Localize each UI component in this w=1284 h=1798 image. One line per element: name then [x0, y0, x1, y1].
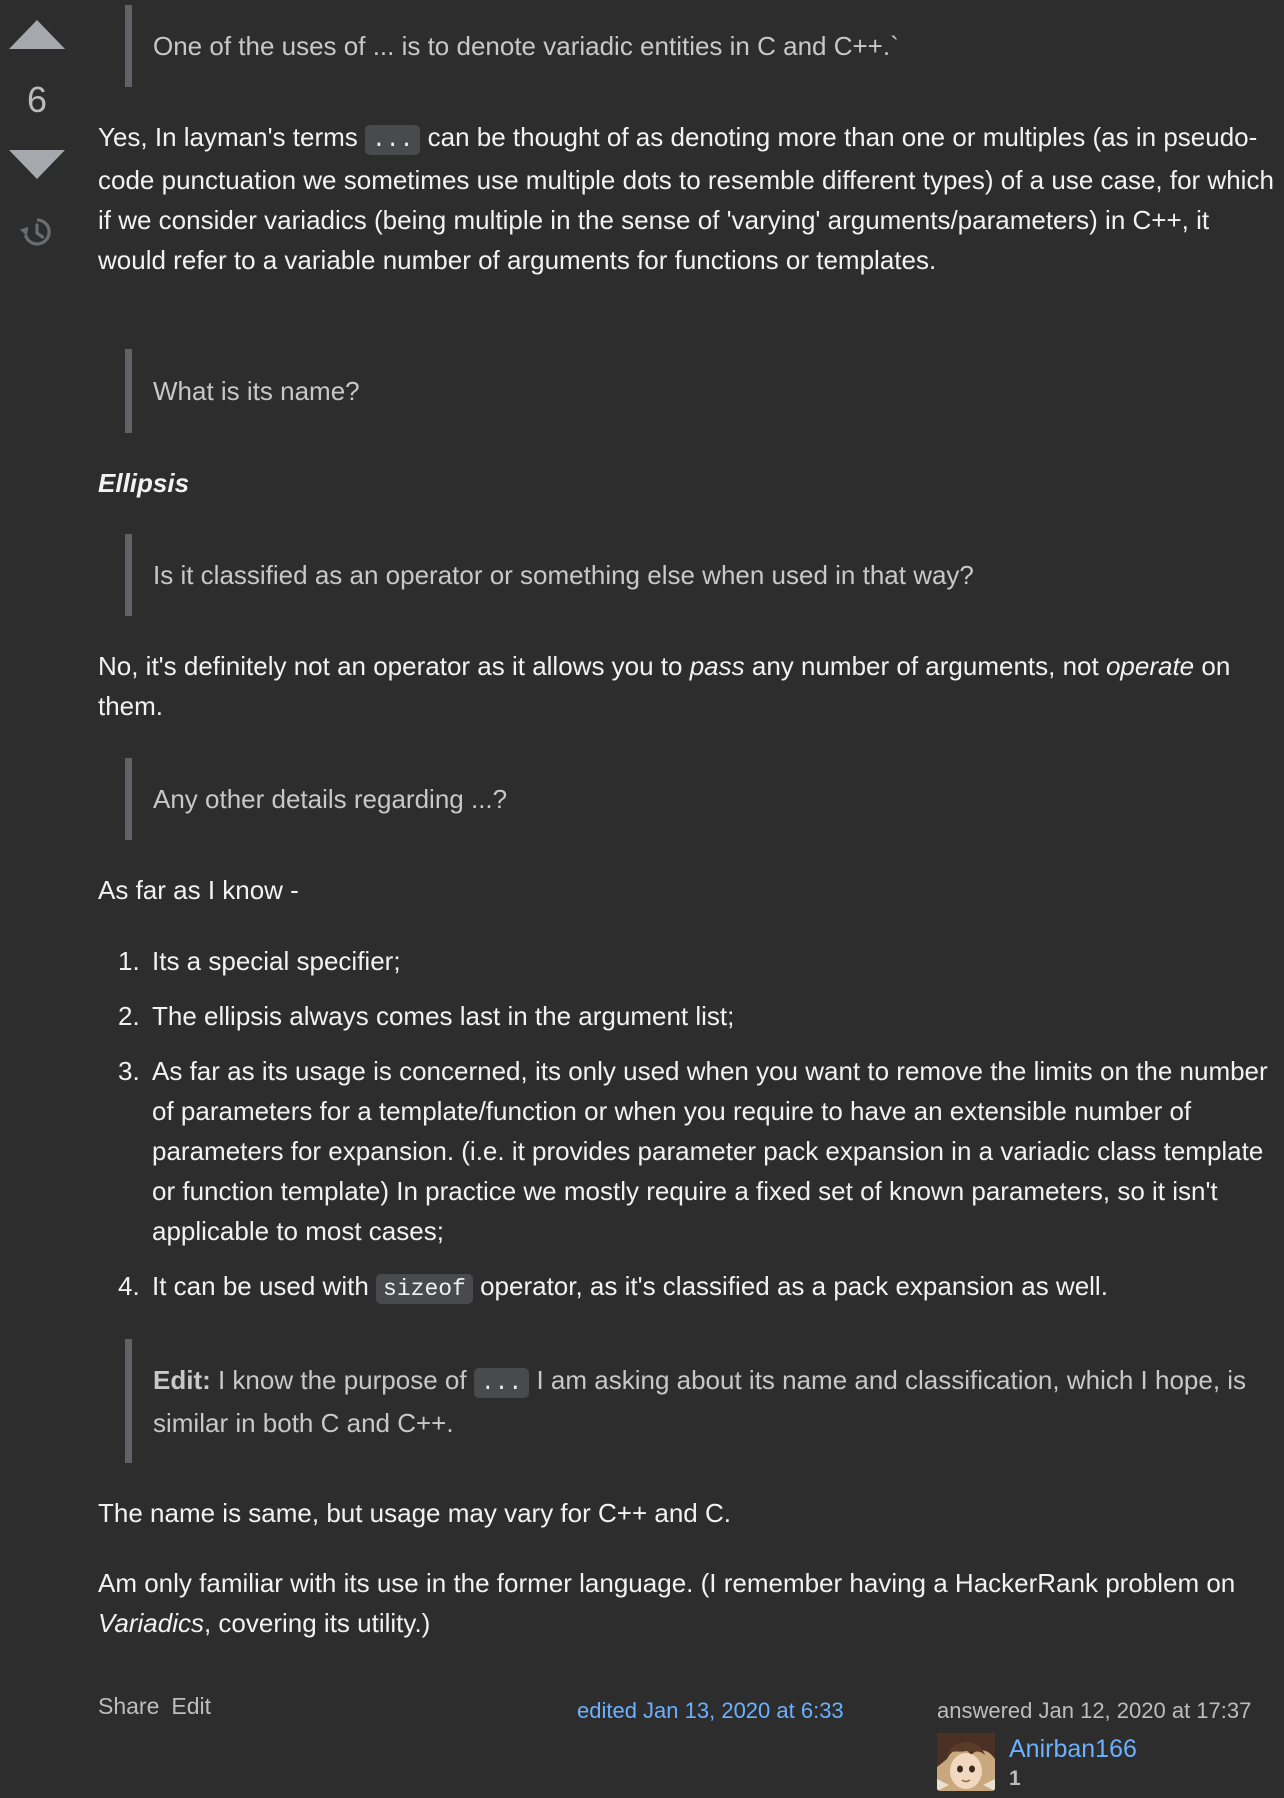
list-text: It can be used with	[152, 1271, 377, 1301]
edited-timestamp-link[interactable]: edited Jan 13, 2020 at 6:33	[577, 1698, 844, 1723]
downvote-arrow-icon[interactable]	[9, 150, 65, 179]
list-number: 3.	[118, 1056, 140, 1086]
paragraph	[98, 117, 1284, 280]
list-text: As far as its usage is concerned, its only used when you want to remove the limits on the number of parameters for a template/function or when you require to have an extensible number of parameters for expansion. (i.e. it provides parameter pack expansion in a variadic class template or function template) In practice we mostly require a fixed set of known parameters, so it isn't applicable to most cases;	[152, 1056, 1268, 1246]
upvote-arrow-icon[interactable]	[9, 20, 65, 49]
quote-text: One of the uses of ... is to denote variadic entities in C and C++.`	[153, 31, 899, 61]
history-icon[interactable]	[18, 214, 54, 250]
avatar-image-icon	[937, 1733, 995, 1791]
quote-text	[153, 1360, 1275, 1443]
vote-count: 6	[26, 79, 48, 120]
edit-label: Edit:	[153, 1365, 211, 1395]
inline-code: ...	[365, 125, 420, 155]
blockquote	[125, 5, 1275, 87]
paragraph	[98, 646, 1284, 726]
paragraph: As far as I know -	[98, 875, 299, 905]
list-item	[118, 941, 1284, 981]
text: on them.	[98, 651, 1231, 721]
blockquote	[125, 534, 1275, 616]
user-name-link[interactable]: Anirban166	[1009, 1735, 1137, 1763]
text: Am only familiar with its use in the former language. (I remember having a HackerRank problem on	[98, 1568, 1236, 1598]
user-reputation: 1	[1009, 1767, 1021, 1790]
user-avatar[interactable]	[937, 1733, 995, 1791]
quote-text: Any other details regarding ...?	[153, 784, 508, 814]
emphasis: Variadics	[98, 1608, 204, 1638]
text: Yes, In layman's terms	[98, 122, 365, 152]
list-item	[118, 1051, 1284, 1251]
list-text: The ellipsis always comes last in the argument list;	[152, 1001, 735, 1031]
list-text: operator, as it's classified as a pack expansion as well.	[472, 1271, 1108, 1301]
ellipsis-heading: Ellipsis	[98, 468, 190, 498]
edit-link[interactable]: Edit	[171, 1693, 212, 1719]
blockquote	[125, 758, 1275, 840]
inline-code: ...	[474, 1368, 529, 1398]
post-menu	[98, 1689, 223, 1723]
share-link[interactable]: Share	[98, 1693, 160, 1719]
paragraph	[98, 1563, 1284, 1643]
blockquote	[125, 349, 1275, 433]
list-number: 2.	[118, 1001, 140, 1031]
list-number: 1.	[118, 946, 140, 976]
list-item	[118, 1266, 1284, 1309]
inline-code: sizeof	[376, 1274, 473, 1304]
text: No, it's definitely not an operator as it allows you to	[98, 651, 690, 681]
list-number: 4.	[118, 1271, 140, 1301]
text: any number of arguments, not	[744, 651, 1106, 681]
list-item	[118, 996, 1284, 1036]
quote-text: Is it classified as an operator or something else when used in that way?	[153, 560, 974, 590]
emphasis: operate	[1105, 651, 1195, 681]
quote-text: What is its name?	[153, 376, 360, 406]
text: , covering its utility.)	[203, 1608, 431, 1638]
list-text: Its a special specifier;	[152, 946, 401, 976]
ordered-list	[118, 941, 1284, 1309]
answered-timestamp: answered Jan 12, 2020 at 17:37	[937, 1698, 1252, 1723]
text: can be thought of as denoting more than one or multiples (as in pseudo-code punctuation we sometimes use multiple dots to resemble different types) of a use case, for which if we consider variadics (being multiple in the sense of 'varying' arguments/parameters) in C++, it would refer to a variable number of arguments for functions or templates.	[98, 122, 1274, 275]
text: I know the purpose of	[210, 1365, 474, 1395]
emphasis: pass	[689, 651, 745, 681]
blockquote	[125, 1339, 1275, 1463]
paragraph: The name is same, but usage may vary for C++ and C.	[98, 1498, 731, 1528]
text: I am asking about its name and classification, which I hope, is similar in both C and C++.	[153, 1365, 1247, 1438]
